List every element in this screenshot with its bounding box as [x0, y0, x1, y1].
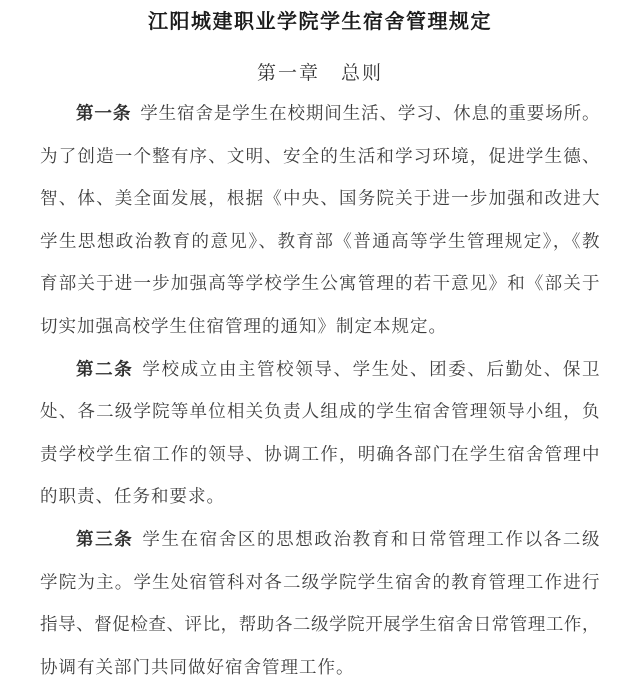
text-line-content: 学校成立由主管校领导、学生处、团委、后勤处、保卫: [142, 358, 600, 379]
article-2-number: 第二条: [76, 358, 134, 379]
text-line: 指导、督促检查、评比，帮助各二级学院开展学生宿舍日常管理工作，: [40, 614, 600, 635]
text-line: 协调有关部门共同做好宿舍管理工作。: [40, 656, 355, 677]
article-3: [40, 518, 600, 688]
text-line: 智、体、美全面发展，根据《中央、国务院关于进一步加强和改进大: [40, 188, 600, 209]
article-1-number: 第一条: [76, 103, 132, 123]
article-3-number: 第三条: [76, 528, 134, 549]
text-line: 为了创造一个整有序、文明、安全的生活和学习环境，促进学生德、: [40, 145, 600, 166]
text-line: 责学校学生宿工作的领导、协调工作，明确各部门在学生宿舍管理中: [40, 443, 600, 464]
text-line: [40, 348, 600, 391]
article-1: [40, 92, 600, 348]
text-line: 的职责、任务和要求。: [40, 486, 225, 507]
text-line-content: 学生宿舍是学生在校期间生活、学习、休息的重要场所。: [140, 103, 600, 123]
document-title: 江阳城建职业学院学生宿舍管理规定: [148, 11, 492, 33]
text-line-content: 学生在宿舍区的思想政治教育和日常管理工作以各二级: [142, 528, 600, 549]
text-line: 学院为主。学生处宿管科对各二级学院学生宿舍的教育管理工作进行: [40, 571, 600, 592]
text-line: 育部关于进一步加强高等学校学生公寓管理的若干意见》和《部关于: [40, 273, 600, 294]
text-line: 切实加强高校学生住宿管理的通知》制定本规定。: [40, 315, 447, 336]
text-line: [40, 92, 600, 135]
text-line: 处、各二级学院等单位相关负责人组成的学生宿舍管理领导小组，负: [40, 401, 600, 422]
text-line: [40, 518, 600, 561]
article-2: [40, 348, 600, 518]
chapter-heading: 第一章 总则: [256, 63, 383, 84]
text-line: 学生思想政治教育的意见》、教育部《普通高等学生管理规定》，《教: [40, 230, 600, 251]
document-body: [40, 92, 600, 688]
